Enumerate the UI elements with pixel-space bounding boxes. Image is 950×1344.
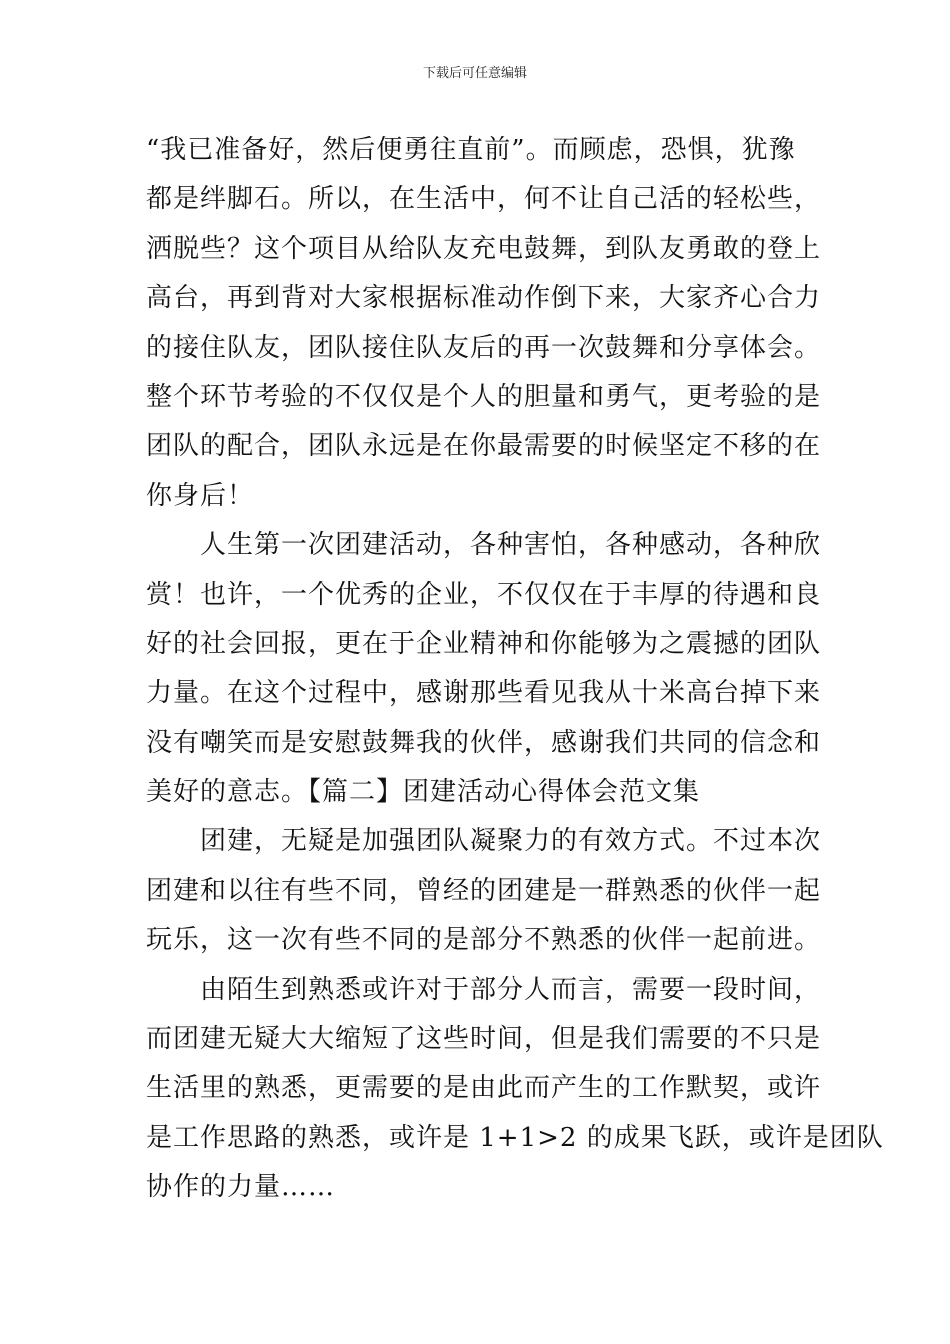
text-line: 洒脱些？这个项目从给队友充电鼓舞，到队友勇敢的登上 (146, 233, 822, 264)
text-line: 而团建无疑大大缩短了这些时间，但是我们需要的不只是 (146, 1024, 822, 1055)
text-line: 赏！也许，一个优秀的企业，不仅仅在于丰厚的待遇和良 (146, 579, 822, 610)
text-line: 都是绊脚石。所以，在生活中，何不让自己活的轻松些， (146, 184, 822, 215)
text-line: 玩乐，这一次有些不同的是部分不熟悉的伙伴一起前进。 (146, 925, 822, 956)
text-line: 整个环节考验的不仅仅是个人的胆量和勇气，更考验的是 (146, 381, 822, 412)
text-line: 团建和以往有些不同，曾经的团建是一群熟悉的伙伴一起 (146, 875, 822, 906)
paragraph-first-line: 人生第一次团建活动，各种害怕，各种感动，各种欣 (200, 530, 822, 561)
text-line: 团队的配合，团队永远是在你最需要的时候坚定不移的在 (146, 431, 822, 462)
text-line: 力量。在这个过程中，感谢那些看见我从十米高台掉下来 (146, 678, 822, 709)
text-line: 的接住队友，团队接住队友后的再一次鼓舞和分享体会。 (146, 332, 822, 363)
text-line: 你身后！ (146, 480, 255, 511)
paragraph-first-line: 由陌生到熟悉或许对于部分人而言，需要一段时间， (200, 974, 822, 1005)
text-line: 协作的力量…… (146, 1172, 336, 1203)
document-body (146, 126, 884, 1213)
text-line: 生活里的熟悉，更需要的是由此而产生的工作默契，或许 (146, 1073, 822, 1104)
text-line: 没有嘲笑而是安慰鼓舞我的伙伴，感谢我们共同的信念和 (146, 727, 822, 758)
text-line: 是工作思路的熟悉，或许是 1+1>2 的成果飞跃，或许是团队 (146, 1122, 884, 1153)
paragraph-first-line: 团建，无疑是加强团队凝聚力的有效方式。不过本次 (200, 826, 822, 857)
text-line: 美好的意志。【篇二】团建活动心得体会范文集 (146, 777, 701, 808)
page-header: 下载后可任意编辑 (422, 66, 527, 81)
text-line: “我已准备好，然后便勇往直前”。而顾虑，恐惧，犹豫 (146, 135, 796, 165)
text-line: 好的社会回报，更在于企业精神和你能够为之震撼的团队 (146, 628, 822, 659)
text-line: 高台，再到背对大家根据标准动作倒下来，大家齐心合力 (146, 283, 822, 314)
